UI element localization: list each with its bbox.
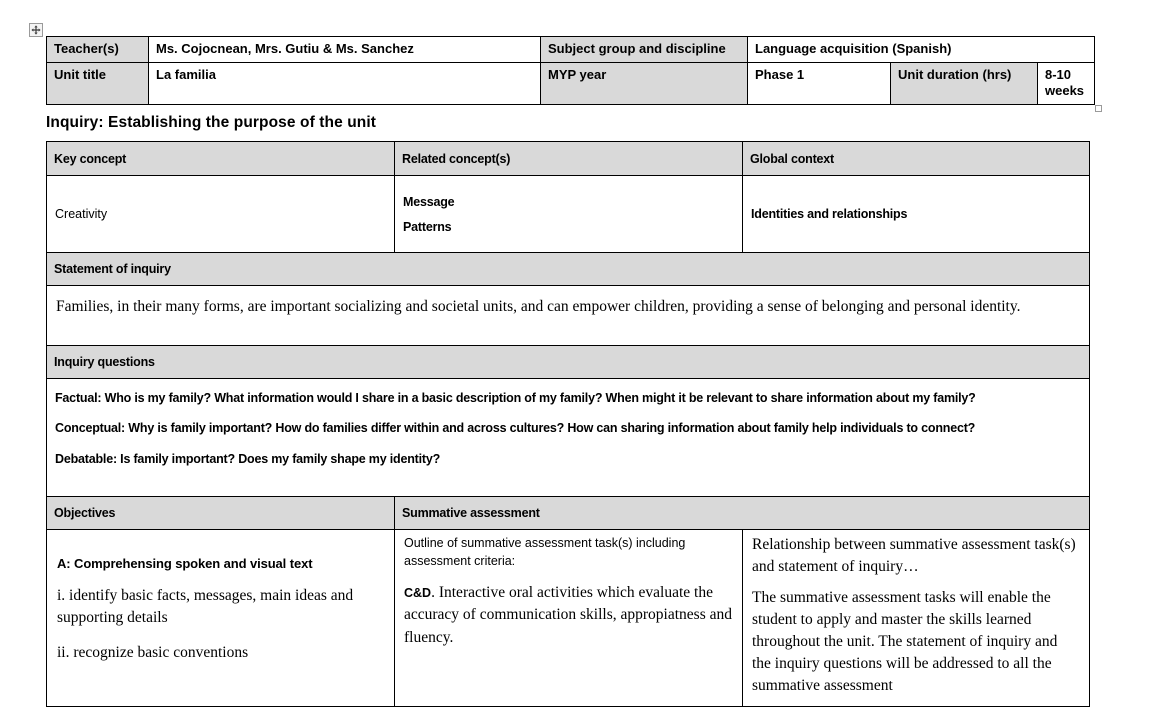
assessment-task-description: . Interactive oral activities which evaluate the accuracy of communication skills, appropiatness and fluency. — [404, 584, 732, 646]
related-concept-header: Related concept(s) — [395, 142, 743, 176]
global-context-cell — [743, 176, 1090, 253]
teacher-value: Ms. Cojocnean, Mrs. Gutiu & Ms. Sanchez — [149, 37, 541, 63]
objectives-header: Objectives — [47, 497, 395, 530]
key-concept-value: Creativity — [55, 207, 108, 221]
myp-year-label: MYP year — [541, 63, 748, 105]
table-move-handle[interactable] — [29, 23, 43, 37]
unit-header-table — [46, 36, 1095, 105]
key-concept-header: Key concept — [47, 142, 395, 176]
factual-question: Factual: Who is my family? What information would I share in a basic description of my family? When might it be relevant to share information about my family? — [55, 391, 976, 405]
subject-group-value: Language acquisition (Spanish) — [748, 37, 1095, 63]
objective-strand: A: Comprehensing spoken and visual text — [57, 556, 313, 571]
summative-outline-cell — [395, 530, 743, 707]
myp-year-value: Phase 1 — [748, 63, 891, 105]
objectives-cell — [47, 530, 395, 707]
table-resize-handle[interactable] — [1095, 105, 1102, 112]
related-concept-cell — [395, 176, 743, 253]
relationship-title: Relationship between summative assessment task(s) and statement of inquiry… — [752, 536, 1076, 575]
debatable-question: Debatable: Is family important? Does my family shape my identity? — [55, 451, 441, 466]
unit-title-label: Unit title — [47, 63, 149, 105]
relationship-body: The summative assessment tasks will enable the student to apply and master the skills learned throughout the unit. The statement of inquiry and the inquiry questions will be addressed to all the summative assessment — [752, 589, 1058, 694]
summative-assessment-header: Summative assessment — [395, 497, 1090, 530]
inquiry-questions-header: Inquiry questions — [47, 346, 1090, 379]
objective-item-2: ii. recognize basic conventions — [57, 644, 249, 662]
conceptual-question: Conceptual: Why is family important? How do families differ within and across cultures? How can sharing information about family help individuals to connect? — [55, 421, 976, 436]
related-concept-1: Message — [403, 194, 455, 209]
teacher-label: Teacher(s) — [47, 37, 149, 63]
statement-of-inquiry-header: Statement of inquiry — [47, 253, 1090, 286]
inquiry-table — [46, 141, 1090, 707]
key-concept-cell — [47, 176, 395, 253]
subject-group-label: Subject group and discipline — [541, 37, 748, 63]
global-context-header: Global context — [743, 142, 1090, 176]
objective-item-1: i. identify basic facts, messages, main ideas and supporting details — [57, 587, 354, 626]
move-cross-icon — [31, 25, 41, 35]
relationship-cell — [743, 530, 1090, 707]
inquiry-section-heading: Inquiry: Establishing the purpose of the unit — [46, 114, 376, 131]
summative-outline-intro: Outline of summative assessment task(s) including assessment criteria: — [404, 536, 686, 568]
statement-of-inquiry-text: Families, in their many forms, are important socializing and societal units, and can empower children, providing a sense of belonging and personal identity. — [47, 286, 1090, 346]
global-context-value: Identities and relationships — [751, 207, 908, 221]
unit-duration-label: Unit duration (hrs) — [891, 63, 1038, 105]
assessment-criteria: C&D — [404, 586, 432, 600]
related-concept-2: Patterns — [403, 219, 452, 234]
inquiry-questions-cell — [47, 379, 1090, 497]
unit-duration-value: 8-10 weeks — [1038, 63, 1095, 105]
unit-title-value: La familia — [149, 63, 541, 105]
